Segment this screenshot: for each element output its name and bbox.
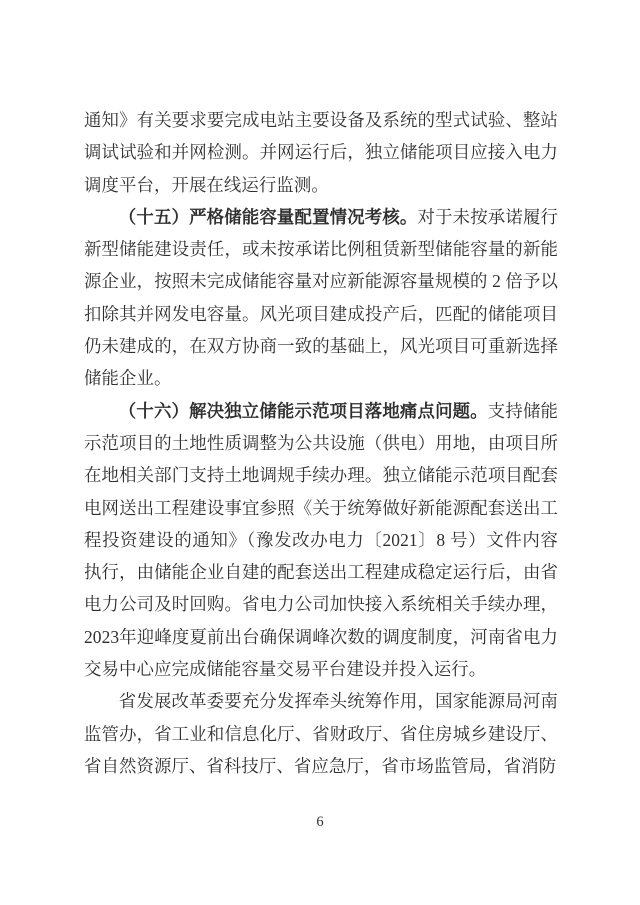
paragraph-text: 省发展改革委要充分发挥牵头统筹作用，国家能源局河南监管办，省工业和信息化厅、省财政厅、省住房城乡建设厅、省自然资源厅、省科技厅、省应急厅，省市场监管局，省消防: [84, 691, 558, 776]
paragraph-closing: [84, 685, 558, 782]
paragraph-text: 对于未按承诺履行新型储能建设责任，或未按承诺比例租赁新型储能容量的新能源企业，按照未完成储能容量对应新能源容量规模的 2 倍予以扣除其并网发电容量。风光项目建成投产后，匹配的储能项目仍未建成的，在双方协商一致的基础上，风光项目可重新选择储能企业。: [84, 206, 559, 389]
paragraph-heading: （十五）严格储能容量配置情况考核。: [118, 206, 418, 227]
paragraph-item-16: [84, 395, 558, 686]
paragraph-item-15: [84, 201, 558, 395]
paragraph-heading: （十六）解决独立储能示范项目落地痛点问题。: [118, 400, 488, 421]
paragraph-text: 支持储能示范项目的土地性质调整为公共设施（供电）用地，由项目所在地相关部门支持土地调规手续办理。独立储能示范项目配套电网送出工程建设事宜参照《关于统筹做好新能源配套送出工程投资建设的通知》（豫发改办电力〔2021〕8 号）文件内容执行，由储能企业自建的配套送出工程建成稳定运行后，由省电力公司及时回购。省电力公司加快接入系统相关手续办理，2023年迎峰度夏前出台确保调峰次数的调度制度，河南省电力交易中心应完成储能容量交易平台建设并投入运行。: [84, 400, 558, 680]
paragraph-text: 通知》有关要求要完成电站主要设备及系统的型式试验、整站调试试验和并网检测。并网运行后，独立储能项目应接入电力调度平台，开展在线运行监测。: [84, 110, 558, 195]
paragraph-continuation: [84, 104, 558, 201]
page-number: 6: [316, 814, 324, 830]
page-footer: [0, 812, 640, 832]
document-body: [84, 104, 558, 782]
